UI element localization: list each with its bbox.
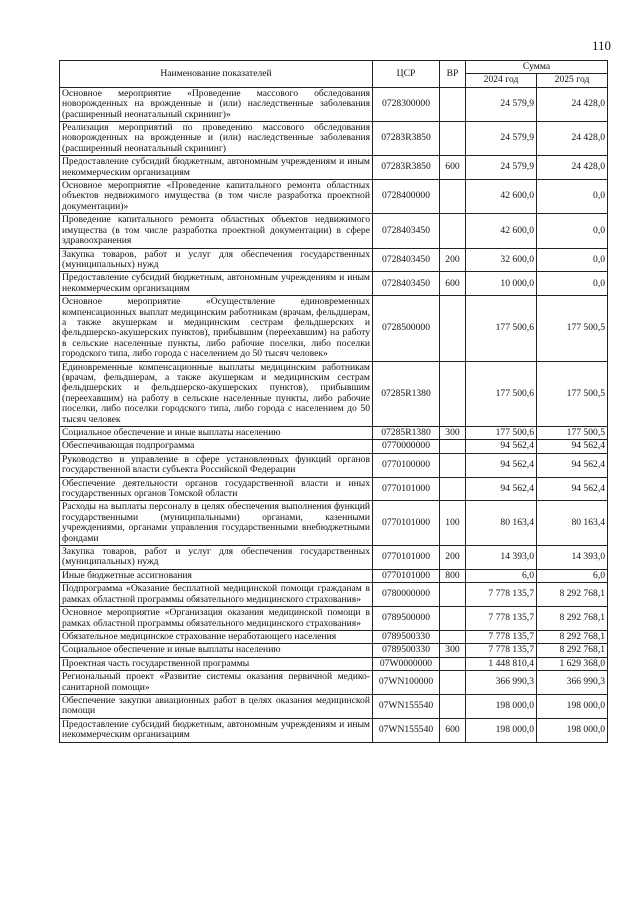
row-csr-cell: 0770101000 [373, 477, 440, 501]
row-csr-cell: 0728300000 [373, 87, 440, 121]
table-row [60, 156, 608, 180]
row-2025-cell: 366 990,3 [537, 671, 608, 695]
table-row [60, 272, 608, 296]
row-2024-cell: 42 600,0 [466, 180, 537, 214]
row-2024-cell: 32 600,0 [466, 248, 537, 272]
row-2025-cell: 94 562,4 [537, 477, 608, 501]
row-2024-cell: 7 778 135,7 [466, 644, 537, 657]
row-csr-cell: 0770101000 [373, 501, 440, 546]
row-vr-cell: 200 [440, 248, 466, 272]
row-vr-cell [440, 630, 466, 643]
row-2024-cell: 198 000,0 [466, 718, 537, 742]
row-2024-cell: 24 579,9 [466, 87, 537, 121]
table-row [60, 694, 608, 718]
row-2024-cell: 177 500,6 [466, 296, 537, 361]
row-name-cell: Закупка товаров, работ и услуг для обеспечения государственных (муниципальных) нужд [60, 248, 373, 272]
row-vr-cell [440, 440, 466, 453]
row-2024-cell: 366 990,3 [466, 671, 537, 695]
row-2024-cell: 80 163,4 [466, 501, 537, 546]
table-row [60, 607, 608, 631]
row-2024-cell: 24 579,9 [466, 122, 537, 156]
row-csr-cell: 07283R3850 [373, 122, 440, 156]
row-name-cell: Реализация мероприятий по проведению массового обследования новорожденных на врожденные и (или) наследственные заболевания (расширенный неонатальный скрининг) [60, 122, 373, 156]
row-name-cell: Расходы на выплаты персоналу в целях обеспечения выполнения функций государственными (муниципальными) органами, казенными учреждениями, органами управления государственными внебюджетными фондами [60, 501, 373, 546]
row-csr-cell: 0770101000 [373, 569, 440, 582]
row-name-cell: Проведение капитального ремонта областных объектов недвижимого имущества (в том числе разработка проектной документации) в сфере здравоохранения [60, 214, 373, 248]
row-vr-cell [440, 296, 466, 361]
row-2025-cell: 177 500,5 [537, 427, 608, 440]
row-2024-cell: 94 562,4 [466, 440, 537, 453]
row-name-cell: Предоставление субсидий бюджетным, автономным учреждениям и иным некоммерческим организациям [60, 156, 373, 180]
row-csr-cell: 07WN155540 [373, 694, 440, 718]
row-2025-cell: 8 292 768,1 [537, 644, 608, 657]
row-csr-cell: 0728403450 [373, 214, 440, 248]
row-name-cell: Руководство и управление в сфере установленных функций органов государственной власти субъекта Российской Федерации [60, 453, 373, 477]
row-name-cell: Основное мероприятие «Проведение капитального ремонта областных объектов недвижимого имущества (в том числе разработка проектной документации)» [60, 180, 373, 214]
row-2025-cell: 198 000,0 [537, 694, 608, 718]
row-csr-cell: 0789500330 [373, 630, 440, 643]
row-2024-cell: 6,0 [466, 569, 537, 582]
header-csr: ЦСР [373, 61, 440, 88]
row-2024-cell: 10 000,0 [466, 272, 537, 296]
row-name-cell: Обеспечение деятельности органов государственной власти и иных государственных органов Томской области [60, 477, 373, 501]
row-name-cell: Предоставление субсидий бюджетным, автономным учреждениям и иным некоммерческим организациям [60, 272, 373, 296]
table-row [60, 440, 608, 453]
row-vr-cell: 100 [440, 501, 466, 546]
row-vr-cell [440, 583, 466, 607]
table-row [60, 361, 608, 426]
row-vr-cell [440, 657, 466, 670]
row-name-cell: Обязательное медицинское страхование неработающего населения [60, 630, 373, 643]
table-row [60, 477, 608, 501]
table-row [60, 122, 608, 156]
row-2025-cell: 0,0 [537, 272, 608, 296]
row-vr-cell [440, 607, 466, 631]
row-vr-cell [440, 477, 466, 501]
header-vr: ВР [440, 61, 466, 88]
row-name-cell: Закупка товаров, работ и услуг для обеспечения государственных (муниципальных) нужд [60, 546, 373, 570]
row-vr-cell [440, 122, 466, 156]
row-2024-cell: 177 500,6 [466, 427, 537, 440]
table-row [60, 501, 608, 546]
table-row [60, 630, 608, 643]
row-2025-cell: 8 292 768,1 [537, 630, 608, 643]
row-2024-cell: 1 448 810,4 [466, 657, 537, 670]
table-row [60, 180, 608, 214]
row-2025-cell: 24 428,0 [537, 87, 608, 121]
row-2025-cell: 177 500,5 [537, 361, 608, 426]
table-row [60, 657, 608, 670]
row-name-cell: Проектная часть государственной программы [60, 657, 373, 670]
row-2025-cell: 24 428,0 [537, 122, 608, 156]
table-row [60, 427, 608, 440]
row-name-cell: Основное мероприятие «Проведение массового обследования новорожденных на врожденные и (или) наследственные заболевания (расширенный неонатальный скрининг)» [60, 87, 373, 121]
row-2024-cell: 7 778 135,7 [466, 630, 537, 643]
table-row [60, 644, 608, 657]
table-row [60, 569, 608, 582]
row-name-cell: Обеспечивающая подпрограмма [60, 440, 373, 453]
table-row [60, 453, 608, 477]
row-vr-cell [440, 180, 466, 214]
row-name-cell: Основное мероприятие «Осуществление единовременных компенсационных выплат медицинским работникам (врачам, фельдшерам, а также акушеркам и медицинским сестрам фельдшерских и фельдшерско-акушерских пунктов), прибывшим (переехавшим) на работу в сельские населенные пункты, либо рабочие поселки, либо поселки городского типа, либо города с населением до 50 тысяч человек» [60, 296, 373, 361]
row-name-cell: Подпрограмма «Оказание бесплатной медицинской помощи гражданам в рамках областной программы обязательного медицинского страхования» [60, 583, 373, 607]
row-vr-cell [440, 214, 466, 248]
row-csr-cell: 07WN155540 [373, 718, 440, 742]
table-row [60, 296, 608, 361]
row-2025-cell: 198 000,0 [537, 718, 608, 742]
row-2024-cell: 24 579,9 [466, 156, 537, 180]
header-year-2025: 2025 год [537, 74, 608, 87]
row-csr-cell: 0728500000 [373, 296, 440, 361]
row-2025-cell: 8 292 768,1 [537, 583, 608, 607]
row-name-cell: Социальное обеспечение и иные выплаты населению [60, 427, 373, 440]
page-number: 110 [591, 38, 611, 53]
row-name-cell: Обеспечение закупки авиационных работ в целях оказания медицинской помощи [60, 694, 373, 718]
row-vr-cell: 600 [440, 272, 466, 296]
row-vr-cell: 300 [440, 644, 466, 657]
row-vr-cell [440, 361, 466, 426]
row-name-cell: Иные бюджетные ассигнования [60, 569, 373, 582]
row-2025-cell: 177 500,5 [537, 296, 608, 361]
row-csr-cell: 0728400000 [373, 180, 440, 214]
table-row [60, 248, 608, 272]
row-vr-cell [440, 694, 466, 718]
row-2025-cell: 24 428,0 [537, 156, 608, 180]
row-vr-cell: 600 [440, 718, 466, 742]
row-csr-cell: 0728403450 [373, 248, 440, 272]
row-2024-cell: 7 778 135,7 [466, 583, 537, 607]
table-row [60, 718, 608, 742]
row-2024-cell: 177 500,6 [466, 361, 537, 426]
row-vr-cell: 200 [440, 546, 466, 570]
header-sum: Сумма [466, 61, 608, 74]
row-vr-cell [440, 671, 466, 695]
row-2025-cell: 94 562,4 [537, 453, 608, 477]
row-name-cell: Предоставление субсидий бюджетным, автономным учреждениям и иным некоммерческим организациям [60, 718, 373, 742]
row-2025-cell: 0,0 [537, 248, 608, 272]
row-name-cell: Основное мероприятие «Организация оказания медицинской помощи в рамках областной программы обязательного медицинского страхования» [60, 607, 373, 631]
table-row [60, 583, 608, 607]
row-2024-cell: 14 393,0 [466, 546, 537, 570]
row-2025-cell: 1 629 368,0 [537, 657, 608, 670]
row-2025-cell: 94 562,4 [537, 440, 608, 453]
row-2024-cell: 42 600,0 [466, 214, 537, 248]
row-name-cell: Региональный проект «Развитие системы оказания первичной медико-санитарной помощи» [60, 671, 373, 695]
table-row [60, 214, 608, 248]
row-vr-cell: 300 [440, 427, 466, 440]
row-2025-cell: 8 292 768,1 [537, 607, 608, 631]
table-row [60, 671, 608, 695]
row-csr-cell: 07285R1380 [373, 427, 440, 440]
row-2025-cell: 0,0 [537, 180, 608, 214]
row-2024-cell: 94 562,4 [466, 477, 537, 501]
row-vr-cell: 600 [440, 156, 466, 180]
row-vr-cell [440, 453, 466, 477]
row-csr-cell: 0789500000 [373, 607, 440, 631]
row-2024-cell: 94 562,4 [466, 453, 537, 477]
header-name: Наименование показателей [60, 61, 373, 88]
table-row [60, 87, 608, 121]
row-csr-cell: 0780000000 [373, 583, 440, 607]
row-vr-cell: 800 [440, 569, 466, 582]
row-csr-cell: 07285R1380 [373, 361, 440, 426]
row-2025-cell: 0,0 [537, 214, 608, 248]
budget-table [59, 60, 608, 743]
row-csr-cell: 07283R3850 [373, 156, 440, 180]
row-csr-cell: 0789500330 [373, 644, 440, 657]
row-csr-cell: 0770000000 [373, 440, 440, 453]
row-csr-cell: 07W0000000 [373, 657, 440, 670]
row-2024-cell: 198 000,0 [466, 694, 537, 718]
header-year-2024: 2024 год [466, 74, 537, 87]
row-csr-cell: 0728403450 [373, 272, 440, 296]
row-2025-cell: 80 163,4 [537, 501, 608, 546]
table-row [60, 546, 608, 570]
row-2025-cell: 14 393,0 [537, 546, 608, 570]
row-csr-cell: 0770100000 [373, 453, 440, 477]
row-csr-cell: 0770101000 [373, 546, 440, 570]
row-2024-cell: 7 778 135,7 [466, 607, 537, 631]
row-csr-cell: 07WN100000 [373, 671, 440, 695]
row-2025-cell: 6,0 [537, 569, 608, 582]
row-vr-cell [440, 87, 466, 121]
row-name-cell: Единовременные компенсационные выплаты медицинским работникам (врачам, фельдшерам, а также акушеркам и медицинским сестрам фельдшерских и фельдшерско-акушерских пунктов), прибывшим (переехавшим) на работу в сельские населенные пункты, либо рабочие поселки, либо поселки городского типа, либо города с населением до 50 тысяч человек [60, 361, 373, 426]
row-name-cell: Социальное обеспечение и иные выплаты населению [60, 644, 373, 657]
